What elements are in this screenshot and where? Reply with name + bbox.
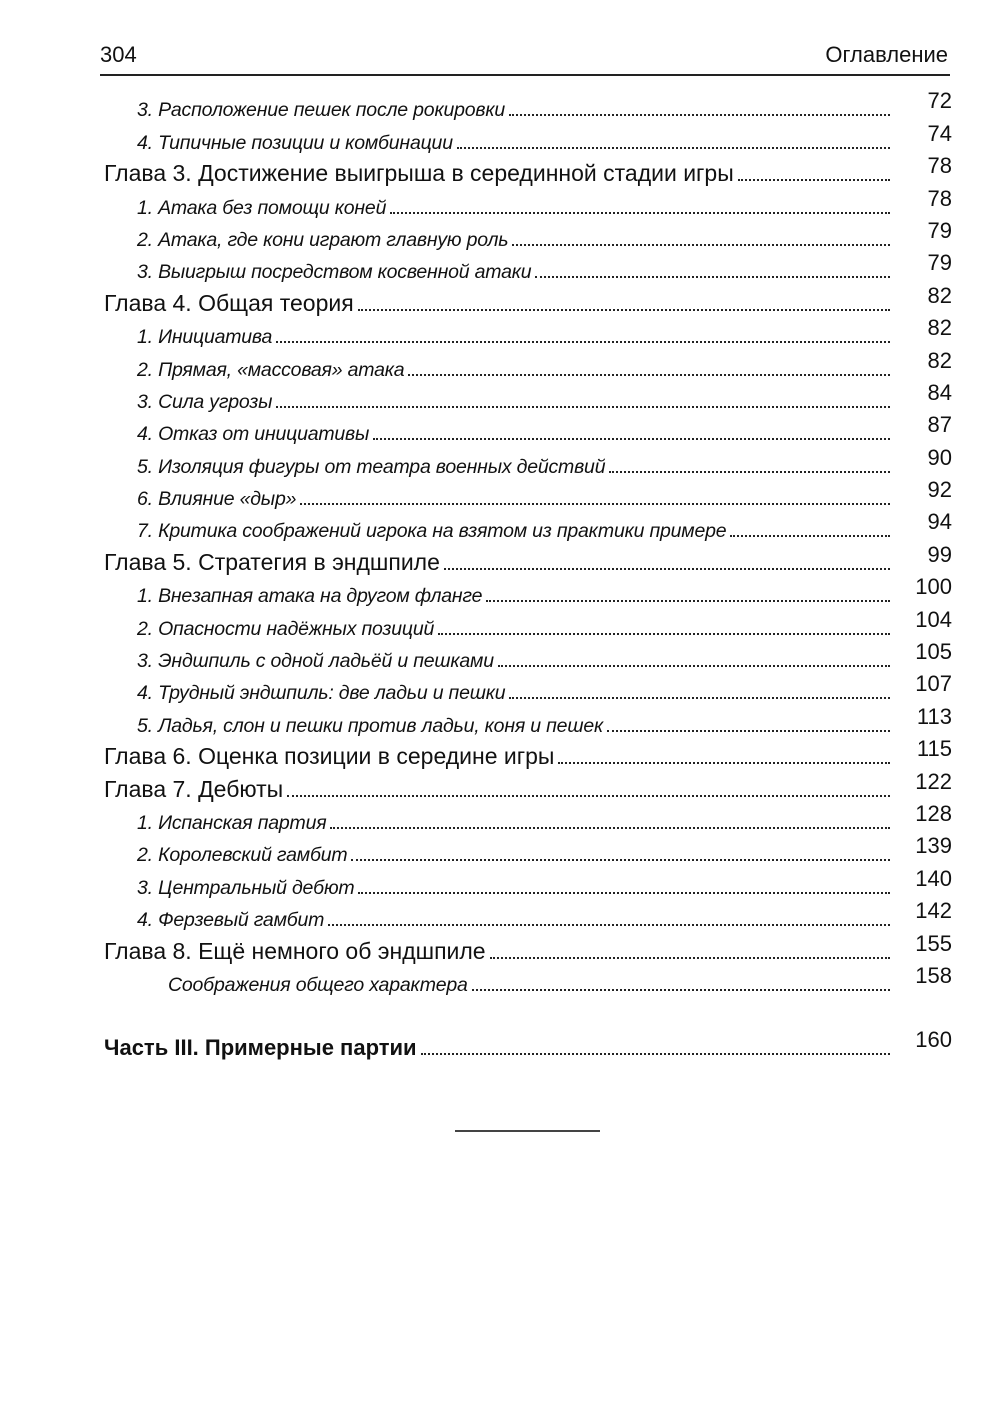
dot-leader [358,309,890,311]
toc-entry-page: 104 [915,606,952,632]
toc-entry-title: Глава 5. Стратегия в эндшпиле [104,548,440,575]
dot-leader [287,795,890,797]
dot-leader [609,471,890,473]
toc-entry-page: 122 [915,768,952,794]
toc-entry-section[interactable] [0,608,1000,640]
toc-entry-title: 5. Изоляция фигуры от театра военных действий [137,455,606,478]
toc-entry-section[interactable] [0,317,1000,349]
toc-entry-title: 5. Ладья, слон и пешки против ладьи, коня и пешек [137,714,603,737]
toc-entry-title: 4. Трудный эндшпиль: две ладьи и пешки [137,682,506,705]
dot-leader [607,730,890,732]
toc-entry-section[interactable] [0,900,1000,932]
dot-leader [300,503,890,505]
toc-entry-page: 115 [916,736,952,762]
dot-leader [512,244,890,246]
toc-entry-page: 74 [927,120,952,146]
toc-entry-section[interactable] [0,479,1000,511]
dot-leader [486,600,890,602]
toc-entry-title: Глава 6. Оценка позиции в середине игры [104,743,555,770]
toc-entry-title: 4. Ферзевый гамбит [137,909,325,932]
dot-leader [276,406,890,408]
toc-entry-title: 2. Атака, где кони играют главную роль [137,228,509,251]
toc-entry-page: 79 [927,250,952,276]
toc-entry-page: 155 [915,930,952,956]
dot-leader [558,762,890,764]
toc-entry-page: 113 [916,703,952,729]
toc-entry-title: Часть III. Примерные партии [104,1035,417,1061]
toc-entry-section[interactable] [0,705,1000,737]
running-title: Оглавление [825,42,948,67]
toc-entry-page: 87 [927,412,952,438]
dot-leader [438,633,890,635]
toc-entry-section[interactable] [0,641,1000,673]
toc-entry-section[interactable] [0,90,1000,122]
dot-leader [472,989,890,991]
dot-leader [535,276,890,278]
end-divider [455,1130,600,1132]
dot-leader [408,374,890,376]
toc-entry-section[interactable] [0,252,1000,284]
toc-entry-subsection[interactable] [0,962,1000,997]
dot-leader [457,147,890,149]
toc-entry-page: 94 [927,509,952,535]
toc-entry-page: 158 [915,962,952,988]
dot-leader [276,341,890,343]
toc-entry-title: 3. Сила угрозы [137,390,273,413]
dot-leader [390,212,890,214]
toc-entry-part[interactable] [0,1029,1000,1061]
dot-leader [373,438,890,440]
toc-entry-page: 90 [927,444,952,470]
toc-entry-section[interactable] [0,800,1000,835]
toc-entry-section[interactable] [0,187,1000,219]
toc-entry-page: 160 [915,1027,952,1053]
toc-entry-chapter[interactable] [0,932,1000,964]
toc-entry-section[interactable] [0,414,1000,446]
toc-entry-title: 4. Отказ от инициативы [137,423,370,446]
toc-entry-section[interactable] [0,835,1000,867]
dot-leader [330,827,890,829]
toc-entry-title: 2. Королевский гамбит [137,844,348,867]
toc-entry-page: 92 [927,477,952,503]
toc-entry-section[interactable] [0,446,1000,478]
toc-entry-page: 99 [927,541,952,567]
toc-entry-chapter[interactable] [0,770,1000,802]
table-of-contents [0,90,1000,1061]
toc-entry-section[interactable] [0,217,1000,252]
toc-entry-page: 140 [915,865,952,891]
toc-entry-page: 78 [927,153,952,179]
toc-entry-section[interactable] [0,673,1000,705]
toc-entry-section[interactable] [0,379,1000,414]
toc-entry-page: 82 [927,282,952,308]
toc-entry-page: 107 [915,671,952,697]
page-number: 304 [100,42,137,67]
running-header [100,40,950,76]
toc-entry-title: Соображения общего характера [168,973,468,996]
toc-entry-section[interactable] [0,511,1000,543]
toc-entry-page: 100 [915,574,952,600]
toc-entry-section[interactable] [0,349,1000,381]
toc-entry-title: 1. Испанская партия [137,811,327,834]
toc-entry-title: 2. Прямая, «массовая» атака [137,358,405,381]
toc-entry-section[interactable] [0,576,1000,608]
toc-entry-page: 105 [915,639,952,665]
dot-leader [738,179,890,181]
toc-entry-title: 3. Выигрыш посредством косвенной атаки [137,261,532,284]
toc-entry-chapter[interactable] [0,284,1000,316]
toc-entry-chapter[interactable] [0,155,1000,187]
toc-entry-title: Глава 8. Ещё немного об эндшпиле [104,937,486,964]
toc-entry-section[interactable] [0,122,1000,154]
toc-entry-title: Глава 3. Достижение выигрыша в серединной стадии игры [104,160,734,187]
toc-entry-title: 3. Эндшпиль с одной ладьёй и пешками [137,650,494,673]
toc-entry-section[interactable] [0,867,1000,899]
toc-entry-title: Глава 4. Общая теория [104,289,354,316]
toc-entry-title: 1. Внезапная атака на другом фланге [137,585,483,608]
toc-entry-page: 139 [915,833,952,859]
toc-entry-page: 82 [927,347,952,373]
dot-leader [351,859,890,861]
toc-entry-page: 128 [915,800,952,826]
toc-entry-chapter[interactable] [0,738,1000,770]
toc-entry-title: 3. Расположение пешек после рокировки [137,99,506,122]
toc-entry-chapter[interactable] [0,543,1000,575]
toc-entry-page: 84 [927,379,952,405]
toc-entry-title: 1. Инициатива [137,326,273,349]
dot-leader [444,568,890,570]
toc-entry-page: 82 [927,315,952,341]
toc-entry-title: 1. Атака без помощи коней [137,196,387,219]
toc-entry-page: 79 [927,217,952,243]
toc-entry-title: 6. Влияние «дыр» [137,488,297,511]
toc-entry-title: Глава 7. Дебюты [104,775,284,802]
toc-entry-page: 72 [927,88,952,114]
toc-entry-title: 7. Критика соображений игрока на взятом из практики примере [137,520,727,543]
toc-entry-title: 2. Опасности надёжных позиций [137,617,435,640]
dot-leader [490,957,890,959]
dot-leader [421,1053,890,1055]
toc-entry-title: 3. Центральный дебют [137,876,355,899]
dot-leader [509,697,890,699]
toc-entry-page: 142 [915,898,952,924]
toc-entry-title: 4. Типичные позиции и комбинации [137,131,453,154]
dot-leader [730,535,890,537]
toc-entry-page: 78 [927,185,952,211]
dot-leader [498,665,890,667]
dot-leader [328,924,890,926]
dot-leader [509,114,890,116]
dot-leader [358,892,890,894]
